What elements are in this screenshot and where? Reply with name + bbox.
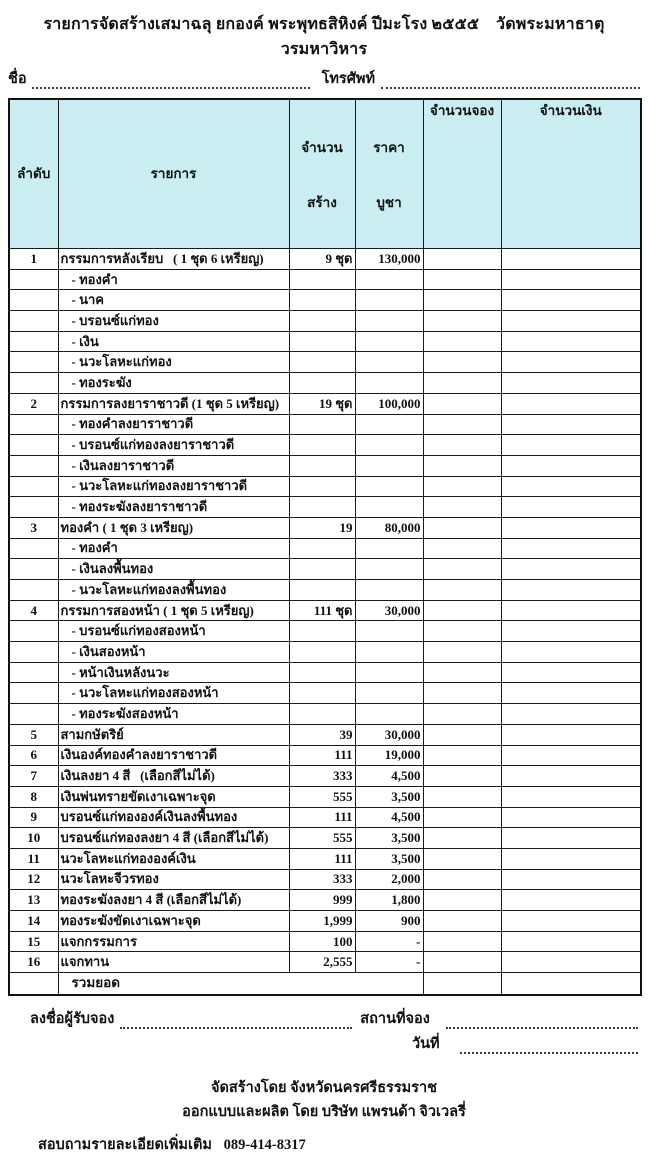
cell-price: 2,000 [355, 869, 423, 890]
cell-reserved [423, 290, 501, 311]
cell-no [9, 559, 58, 580]
cell-item: - ทองคำลงยาราชาวดี [58, 414, 289, 435]
cell-item: - เงิน [58, 331, 289, 352]
cell-amount [501, 559, 641, 580]
cell-reserved [423, 517, 501, 538]
cell-qty: 333 [289, 869, 355, 890]
signature-block [8, 1009, 640, 1054]
cell-reserved [423, 683, 501, 704]
cell-price [355, 642, 423, 663]
cell-no: 6 [9, 745, 58, 766]
cell-reserved [423, 331, 501, 352]
cell-no: 16 [9, 952, 58, 973]
cell-price: 1,800 [355, 890, 423, 911]
cell-reserved [423, 704, 501, 725]
cell-no: 8 [9, 786, 58, 807]
name-label: ชื่อ [8, 71, 27, 87]
cell-qty [289, 455, 355, 476]
cell-reserved [423, 911, 501, 932]
cell-no: 12 [9, 869, 58, 890]
table-row [9, 269, 641, 290]
cell-amount [501, 476, 641, 497]
cell-reserved [423, 621, 501, 642]
table-row [9, 745, 641, 766]
cell-price: - [355, 952, 423, 973]
cell-qty: 100 [289, 931, 355, 952]
cell-qty: 9 ชุด [289, 249, 355, 270]
table-row [9, 848, 641, 869]
cell-item: - นวะโลหะแก่ทองลงพื้นทอง [58, 580, 289, 601]
cell-price: 3,500 [355, 828, 423, 849]
contact-line [8, 1133, 640, 1156]
table-row [9, 683, 641, 704]
phone-fill-line [381, 72, 640, 89]
table-row [9, 952, 641, 973]
cell-reserved [423, 476, 501, 497]
cell-no [9, 290, 58, 311]
cell-reserved [423, 973, 501, 995]
cell-qty [289, 704, 355, 725]
cell-item: - นาค [58, 290, 289, 311]
cell-amount [501, 331, 641, 352]
header-price: ราคา บูชา [355, 99, 423, 249]
header-reserved: จำนวนจอง [423, 99, 501, 249]
signature-row [8, 1009, 640, 1029]
cell-price [355, 559, 423, 580]
cell-reserved [423, 745, 501, 766]
cell-amount [501, 311, 641, 332]
contact-phone: 089-414-8317 [223, 1136, 306, 1153]
cell-no: 9 [9, 807, 58, 828]
cell-item: - หน้าเงินหลังนวะ [58, 662, 289, 683]
cell-no [9, 704, 58, 725]
cell-no [9, 973, 58, 995]
cell-amount [501, 683, 641, 704]
total-body [9, 973, 641, 995]
page-title: รายการจัดสร้างเสมาฉลุ ยกองค์ พระพุทธสิหิงค์ ปีมะโรง ๒๕๕๕ วัดพระมหาธาตุวรมหาวิหาร [43, 16, 605, 58]
cell-no [9, 311, 58, 332]
cell-amount [501, 269, 641, 290]
cell-qty: 555 [289, 786, 355, 807]
cell-no [9, 455, 58, 476]
cell-reserved [423, 269, 501, 290]
cell-item: กรรมการลงยาราชาวดี (1 ชุด 5 เหรียญ) [58, 393, 289, 414]
cell-price [355, 435, 423, 456]
cell-amount [501, 973, 641, 995]
table-row [9, 890, 641, 911]
cell-price [355, 455, 423, 476]
cell-item: เงินลงยา 4 สี (เลือกสีไม่ได้) [58, 766, 289, 787]
cell-amount [501, 497, 641, 518]
cell-qty [289, 476, 355, 497]
cell-amount [501, 435, 641, 456]
cell-qty: 19 [289, 517, 355, 538]
cell-item: - บรอนซ์แก่ทอง [58, 311, 289, 332]
cell-item: - บรอนซ์แก่ทองสองหน้า [58, 621, 289, 642]
cell-amount [501, 580, 641, 601]
cell-amount [501, 766, 641, 787]
cell-price: - [355, 931, 423, 952]
cell-qty [289, 373, 355, 394]
cell-amount [501, 517, 641, 538]
cell-qty [289, 311, 355, 332]
cell-item: - นวะโลหะแก่ทอง [58, 352, 289, 373]
table-row [9, 642, 641, 663]
cell-price: 80,000 [355, 517, 423, 538]
cell-reserved [423, 559, 501, 580]
table-row [9, 724, 641, 745]
table-row [9, 290, 641, 311]
header-amount: จำนวนเงิน [501, 99, 641, 249]
cell-qty [289, 642, 355, 663]
cell-amount [501, 828, 641, 849]
cell-qty [289, 331, 355, 352]
table-row [9, 331, 641, 352]
cell-amount [501, 745, 641, 766]
table-row [9, 766, 641, 787]
cell-amount [501, 642, 641, 663]
name-fill-line [32, 72, 310, 89]
cell-qty [289, 662, 355, 683]
credit-line-1: จัดสร้างโดย จังหวัดนครศรีธรรมราช [211, 1079, 437, 1096]
cell-item: แจกกรรมการ [58, 931, 289, 952]
place-label: สถานที่จอง [360, 1010, 430, 1027]
cell-item: - ทองระฆังสองหน้า [58, 704, 289, 725]
cell-price: 19,000 [355, 745, 423, 766]
table-row [9, 435, 641, 456]
table-row [9, 559, 641, 580]
cell-price [355, 662, 423, 683]
cell-amount [501, 931, 641, 952]
date-label: วันที่ [412, 1035, 440, 1052]
cell-no [9, 373, 58, 394]
cell-item: กรรมการหลังเรียบ ( 1 ชุด 6 เหรียญ) [58, 249, 289, 270]
table-row [9, 517, 641, 538]
cell-no: 7 [9, 766, 58, 787]
cell-amount [501, 704, 641, 725]
cell-amount [501, 600, 641, 621]
cell-item: - เงินสองหน้า [58, 642, 289, 663]
cell-amount [501, 621, 641, 642]
cell-item: แจกทาน [58, 952, 289, 973]
cell-reserved [423, 311, 501, 332]
table-row [9, 786, 641, 807]
cell-qty [289, 559, 355, 580]
cell-amount [501, 911, 641, 932]
cell-qty [289, 580, 355, 601]
cell-amount [501, 538, 641, 559]
cell-qty [289, 497, 355, 518]
phone-label: โทรศัพท์ [321, 71, 376, 87]
cell-qty: 39 [289, 724, 355, 745]
cell-amount [501, 724, 641, 745]
cell-price [355, 311, 423, 332]
cell-reserved [423, 249, 501, 270]
cell-reserved [423, 642, 501, 663]
cell-price: 4,500 [355, 807, 423, 828]
cell-item: เงินพ่นทรายขัดเงาเฉพาะจุด [58, 786, 289, 807]
cell-item: - เงินลงยาราชาวดี [58, 455, 289, 476]
cell-amount [501, 848, 641, 869]
cell-reserved [423, 869, 501, 890]
cell-qty: 333 [289, 766, 355, 787]
cell-price [355, 290, 423, 311]
table-row [9, 393, 641, 414]
cell-amount [501, 373, 641, 394]
cell-reserved [423, 828, 501, 849]
cell-amount [501, 890, 641, 911]
order-table [8, 98, 642, 996]
cell-amount [501, 414, 641, 435]
cell-reserved [423, 952, 501, 973]
header-item: รายการ [58, 99, 289, 249]
name-phone-line [8, 69, 640, 89]
sign-fill-line [120, 1012, 352, 1029]
cell-item: กรรมการสองหน้า ( 1 ชุด 5 เหรียญ) [58, 600, 289, 621]
cell-item: ทองระฆังลงยา 4 สี (เลือกสีไม่ได้) [58, 890, 289, 911]
cell-item: ทองระฆังขัดเงาเฉพาะจุด [58, 911, 289, 932]
cell-item: - ทองคำ [58, 269, 289, 290]
cell-no [9, 580, 58, 601]
header-qty: จำนวน สร้าง [289, 99, 355, 249]
cell-reserved [423, 393, 501, 414]
table-row [9, 911, 641, 932]
cell-item: - นวะโลหะแก่ทองสองหน้า [58, 683, 289, 704]
table-row [9, 538, 641, 559]
cell-item: นวะโลหะแก่ทององค์เงิน [58, 848, 289, 869]
cell-price: 130,000 [355, 249, 423, 270]
cell-no [9, 497, 58, 518]
cell-item: - ทองระฆัง [58, 373, 289, 394]
cell-amount [501, 290, 641, 311]
cell-qty: 111 [289, 807, 355, 828]
cell-no: 3 [9, 517, 58, 538]
cell-price [355, 497, 423, 518]
cell-price [355, 538, 423, 559]
cell-price: 4,500 [355, 766, 423, 787]
header-no: ลำดับ [9, 99, 58, 249]
cell-item: - นวะโลหะแก่ทองลงยาราชาวดี [58, 476, 289, 497]
total-label: รวมยอด [58, 973, 423, 995]
cell-price: 900 [355, 911, 423, 932]
cell-no [9, 414, 58, 435]
cell-reserved [423, 352, 501, 373]
cell-no: 13 [9, 890, 58, 911]
cell-no: 14 [9, 911, 58, 932]
credit-line-2: ออกแบบและผลิต โดย บริษัท แพรนด้า จิวเวลรี่ [182, 1103, 466, 1120]
table-row [9, 869, 641, 890]
cell-item: - บรอนซ์แก่ทองลงยาราชาวดี [58, 435, 289, 456]
cell-qty: 999 [289, 890, 355, 911]
date-fill-line [460, 1037, 638, 1054]
cell-no [9, 352, 58, 373]
cell-qty: 1,999 [289, 911, 355, 932]
cell-amount [501, 952, 641, 973]
cell-reserved [423, 786, 501, 807]
cell-no: 10 [9, 828, 58, 849]
cell-qty [289, 290, 355, 311]
cell-reserved [423, 497, 501, 518]
cell-reserved [423, 662, 501, 683]
cell-amount [501, 662, 641, 683]
cell-no: 15 [9, 931, 58, 952]
cell-qty [289, 621, 355, 642]
cell-reserved [423, 724, 501, 745]
cell-amount [501, 249, 641, 270]
cell-no [9, 476, 58, 497]
table-row [9, 497, 641, 518]
items-body [9, 249, 641, 973]
cell-reserved [423, 538, 501, 559]
table-row [9, 476, 641, 497]
cell-price [355, 269, 423, 290]
cell-amount [501, 786, 641, 807]
cell-no: 2 [9, 393, 58, 414]
cell-price: 30,000 [355, 724, 423, 745]
table-row [9, 414, 641, 435]
cell-no: 11 [9, 848, 58, 869]
cell-price: 3,500 [355, 848, 423, 869]
table-row [9, 807, 641, 828]
cell-item: - ทองระฆังลงยาราชาวดี [58, 497, 289, 518]
cell-qty [289, 352, 355, 373]
table-row [9, 704, 641, 725]
cell-price [355, 621, 423, 642]
table-row [9, 662, 641, 683]
cell-item: นวะโลหะจีวรทอง [58, 869, 289, 890]
table-row [9, 931, 641, 952]
cell-qty [289, 269, 355, 290]
cell-reserved [423, 931, 501, 952]
cell-item: ทองคำ ( 1 ชุด 3 เหรียญ) [58, 517, 289, 538]
table-row [9, 352, 641, 373]
cell-no [9, 331, 58, 352]
table-row [9, 600, 641, 621]
cell-amount [501, 869, 641, 890]
cell-no [9, 642, 58, 663]
cell-reserved [423, 807, 501, 828]
contact-label: สอบถามรายละเอียดเพิ่มเติม [38, 1136, 212, 1153]
cell-reserved [423, 435, 501, 456]
cell-item: บรอนซ์แก่ทององค์เงินลงพื้นทอง [58, 807, 289, 828]
table-row [9, 455, 641, 476]
cell-no: 5 [9, 724, 58, 745]
cell-qty: 111 [289, 745, 355, 766]
cell-amount [501, 393, 641, 414]
cell-price [355, 373, 423, 394]
cell-qty [289, 538, 355, 559]
table-row [9, 311, 641, 332]
cell-item: บรอนซ์แก่ทองลงยา 4 สี (เลือกสีไม่ได้) [58, 828, 289, 849]
cell-qty: 2,555 [289, 952, 355, 973]
cell-item: - ทองคำ [58, 538, 289, 559]
table-header [9, 99, 641, 249]
cell-qty: 555 [289, 828, 355, 849]
cell-item: เงินองค์ทองคำลงยาราชาวดี [58, 745, 289, 766]
cell-price [355, 580, 423, 601]
cell-price [355, 352, 423, 373]
cell-amount [501, 352, 641, 373]
cell-reserved [423, 848, 501, 869]
cell-reserved [423, 373, 501, 394]
table-row [9, 580, 641, 601]
place-fill-line [446, 1012, 638, 1029]
cell-price: 100,000 [355, 393, 423, 414]
total-row [9, 973, 641, 995]
cell-no [9, 435, 58, 456]
cell-price [355, 704, 423, 725]
table-row [9, 249, 641, 270]
cell-price [355, 331, 423, 352]
cell-amount [501, 807, 641, 828]
cell-price [355, 414, 423, 435]
table-row [9, 828, 641, 849]
cell-qty [289, 683, 355, 704]
cell-reserved [423, 890, 501, 911]
cell-no: 4 [9, 600, 58, 621]
cell-amount [501, 455, 641, 476]
cell-price [355, 683, 423, 704]
cell-reserved [423, 455, 501, 476]
cell-no [9, 269, 58, 290]
cell-reserved [423, 414, 501, 435]
cell-no [9, 662, 58, 683]
cell-qty [289, 414, 355, 435]
cell-qty: 111 [289, 848, 355, 869]
cell-no [9, 621, 58, 642]
cell-no [9, 538, 58, 559]
cell-reserved [423, 580, 501, 601]
cell-qty: 111 ชุด [289, 600, 355, 621]
sign-label: ลงชื่อผู้รับจอง [30, 1010, 115, 1027]
cell-item: สามกษัตริย์ [58, 724, 289, 745]
cell-qty [289, 435, 355, 456]
cell-price [355, 476, 423, 497]
cell-no: 1 [9, 249, 58, 270]
cell-qty: 19 ชุด [289, 393, 355, 414]
table-row [9, 621, 641, 642]
cell-no [9, 683, 58, 704]
cell-item: - เงินลงพื้นทอง [58, 559, 289, 580]
cell-price: 30,000 [355, 600, 423, 621]
cell-reserved [423, 766, 501, 787]
cell-reserved [423, 600, 501, 621]
table-row [9, 373, 641, 394]
cell-price: 3,500 [355, 786, 423, 807]
date-row [8, 1034, 640, 1054]
